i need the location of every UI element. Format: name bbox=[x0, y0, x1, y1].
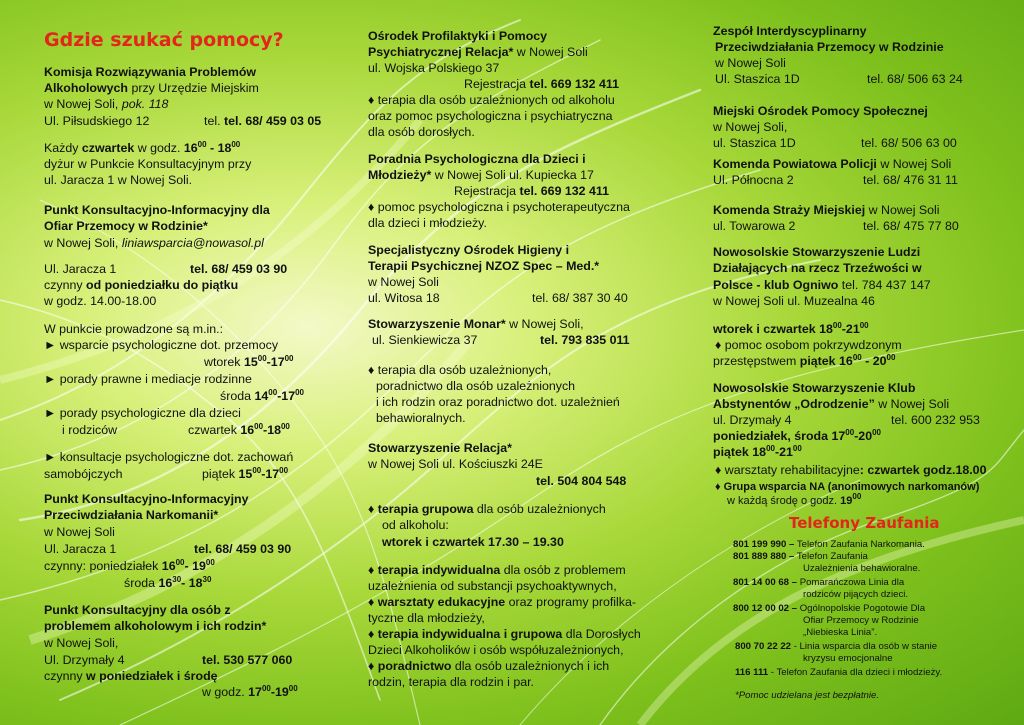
poradnia-tel: tel. 669 132 411 bbox=[519, 184, 610, 198]
service-1: ► wsparcie psychologiczne dot. przemocy bbox=[44, 338, 279, 352]
komisja-name-2b: przy Urzędzie Miejskim bbox=[128, 81, 259, 95]
mops-tel: tel. 68/ 506 63 00 bbox=[861, 136, 957, 150]
alkohol-address: Ul. Drzymały 4 bbox=[44, 653, 125, 667]
straz-name: Komenda Straży Miejskiej bbox=[713, 203, 866, 217]
relacja-tel: tel. 669 132 411 bbox=[529, 77, 620, 91]
nzoz-tel: tel. 68/ 387 30 40 bbox=[532, 291, 628, 305]
alkohol-open-days: w poniedziałek i środę bbox=[86, 669, 218, 683]
komisja-hours-day: czwartek bbox=[81, 141, 135, 155]
punkt-przemoc-address: Ul. Jaracza 1 bbox=[44, 262, 117, 276]
poradnia-name-1: Poradnia Psychologiczna dla Dzieci i bbox=[368, 152, 586, 166]
narkomania-name-2: Przeciwdziałania Narkomanii* bbox=[44, 508, 219, 522]
zespol-name-2: Przeciwdziałania Przemocy w Rodzinie bbox=[715, 40, 944, 54]
policja-tel: tel. 68/ 476 31 11 bbox=[863, 173, 958, 187]
nzoz-name-2: Terapii Psychicznej NZOZ Spec – Med.* bbox=[368, 259, 600, 273]
narkomania-address: Ul. Jaracza 1 bbox=[44, 542, 117, 556]
alkohol-name-1: Punkt Konsultacyjny dla osób z bbox=[44, 603, 231, 617]
komisja-hours-prefix: Każdy bbox=[44, 141, 82, 155]
straz-tel: tel. 68/ 475 77 80 bbox=[863, 219, 959, 233]
ogniwo-name-3: Polsce - klub Ogniwo bbox=[713, 278, 839, 292]
odrodzenie-name-2: Abstynentów „Odrodzenie” bbox=[713, 397, 875, 411]
mops-name: Miejski Ośrodek Pomocy Społecznej bbox=[713, 104, 928, 118]
stow-relacja-tel: tel. 504 804 548 bbox=[536, 474, 627, 488]
alkohol-city: w Nowej Soli, bbox=[44, 636, 119, 650]
punkt-przemoc-city: w Nowej Soli, bbox=[44, 236, 119, 250]
komisja-name-1: Komisja Rozwiązywania Problemów bbox=[44, 65, 257, 79]
ogniwo-name-2: Działających na rzecz Trzeźwości w bbox=[713, 261, 922, 275]
punkt-przemoc-tel: tel. 68/ 459 03 90 bbox=[190, 262, 288, 276]
page-title: Gdzie szukać pomocy? bbox=[44, 29, 284, 51]
monar-tel: tel. 793 835 011 bbox=[540, 333, 630, 347]
footnote: *Pomoc udzielana jest bezpłatnie. bbox=[735, 690, 879, 701]
zespol-name-1: Zespół Interdyscyplinarny bbox=[713, 24, 867, 38]
relacja-name-1: Ośrodek Profilaktyki i Pomocy bbox=[368, 29, 548, 43]
punkt-przemoc-open-hours: w godz. 14.00-18.00 bbox=[44, 294, 157, 308]
poradnia-name-2: Młodzieży* bbox=[368, 168, 432, 182]
narkomania-city: w Nowej Soli bbox=[44, 525, 115, 539]
komisja-address: Ul. Piłsudskiego 12 bbox=[44, 114, 150, 128]
ogniwo-tel: tel. 784 437 147 bbox=[838, 278, 931, 292]
ogniwo-name-1: Nowosolskie Stowarzyszenie Ludzi bbox=[713, 245, 921, 259]
punkt-przemoc-open-days: od poniedziałku do piątku bbox=[86, 278, 239, 292]
komisja-name-2: Alkoholowych bbox=[44, 81, 128, 95]
punkt-przemoc-email[interactable]: liniawsparcia@nowasol.pl bbox=[121, 236, 264, 250]
komisja-tel-label: tel. bbox=[204, 114, 224, 128]
zespol-tel: tel. 68/ 506 63 24 bbox=[867, 72, 963, 86]
punkt-przemoc-name-2: Ofiar Przemocy w Rodzinie* bbox=[44, 219, 208, 233]
stow-relacja-address: w Nowej Soli ul. Kościuszki 24E bbox=[368, 457, 543, 471]
komisja-tel: tel. 68/ 459 03 05 bbox=[223, 114, 322, 128]
komisja-hours-mid: w godz. bbox=[134, 141, 184, 155]
komisja-city: w Nowej Soli, bbox=[44, 97, 119, 111]
komisja-duty-1: dyżur w Punkcie Konsultacyjnym przy bbox=[44, 157, 252, 171]
service-3: ► porady psychologiczne dla dzieci bbox=[44, 406, 241, 420]
komisja-duty-2: ul. Jaracza 1 w Nowej Soli. bbox=[44, 173, 193, 187]
relacja-address: ul. Wojska Polskiego 37 bbox=[368, 61, 500, 75]
punkt-przemoc-intro: W punkcie prowadzone są m.in.: bbox=[44, 322, 224, 336]
odrodzenie-name-1: Nowosolskie Stowarzyszenie Klub bbox=[713, 381, 916, 395]
punkt-przemoc-name-1: Punkt Konsultacyjno-Informacyjny dla bbox=[44, 203, 270, 217]
service-2: ► porady prawne i mediacje rodzinne bbox=[44, 372, 252, 386]
ogniwo-address: w Nowej Soli ul. Muzealna 46 bbox=[713, 294, 875, 308]
straz-address: ul. Towarowa 2 bbox=[713, 219, 796, 233]
mops-address: ul. Staszica 1D bbox=[713, 136, 796, 150]
stow-relacja-name: Stowarzyszenie Relacja* bbox=[368, 441, 512, 455]
policja-name: Komenda Powiatowa Policji bbox=[713, 157, 877, 171]
alkohol-name-2: problemem alkoholowym i ich rodzin* bbox=[44, 619, 267, 633]
odrodzenie-tel: tel. 600 232 953 bbox=[891, 413, 980, 427]
nzoz-address: ul. Witosa 18 bbox=[368, 291, 440, 305]
telefony-heading: Telefony Zaufania bbox=[789, 514, 940, 532]
nzoz-name-1: Specjalistyczny Ośrodek Higieny i bbox=[368, 243, 570, 257]
komisja-room: pok. 118 bbox=[121, 97, 169, 111]
monar-name: Stowarzyszenie Monar* bbox=[368, 317, 506, 331]
policja-address: Ul. Północna 2 bbox=[713, 173, 794, 187]
monar-address: ul. Sienkiewicza 37 bbox=[372, 333, 478, 347]
service-4: ► konsultacje psychologiczne dot. zachowań bbox=[44, 450, 294, 464]
alkohol-tel: tel. 530 577 060 bbox=[202, 653, 293, 667]
relacja-name-2: Psychiatrycznej Relacja* bbox=[368, 45, 514, 59]
zespol-address: Ul. Staszica 1D bbox=[715, 72, 800, 86]
narkomania-name-1: Punkt Konsultacyjno-Informacyjny bbox=[44, 492, 249, 506]
odrodzenie-address: ul. Drzymały 4 bbox=[713, 413, 792, 427]
narkomania-tel: tel. 68/ 459 03 90 bbox=[194, 542, 292, 556]
